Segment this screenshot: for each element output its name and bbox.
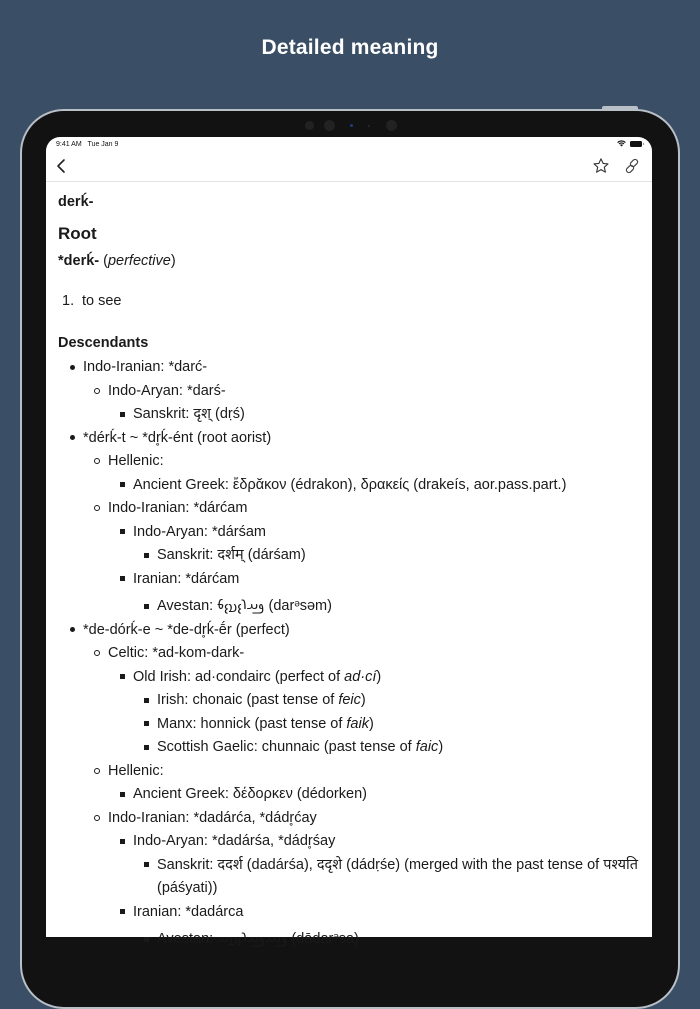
camera-array xyxy=(22,119,678,131)
descendant-item xyxy=(58,450,640,474)
bullet-disc-icon xyxy=(67,356,77,380)
descendant-text: Indo-Iranian: *darć- xyxy=(83,359,208,375)
status-time: 9:41 AM Tue Jan 9 xyxy=(56,141,119,148)
bullet-circle-icon xyxy=(92,807,102,831)
descendant-item xyxy=(58,901,640,925)
sense-definition: to see xyxy=(82,293,122,309)
sense-item: 1. to see xyxy=(62,293,122,309)
descendant-item xyxy=(58,830,640,854)
page-headline: Detailed meaning xyxy=(261,36,439,59)
descendant-text: Indo-Iranian: *dadárća, *dádr̥ćay xyxy=(108,809,317,826)
descendant-italic-term: ad·cí xyxy=(344,668,377,685)
descendant-item xyxy=(58,380,640,404)
descendant-text: Sanskrit: दृश् (dṛś) xyxy=(133,406,245,422)
bullet-circle-icon xyxy=(92,450,102,474)
descendant-text: Old Irish: ad·condairc (perfect of xyxy=(133,668,345,685)
descendant-text: Indo-Aryan: *dárśam xyxy=(133,523,266,540)
descendant-text: Avestan: 𐬛𐬁𐬛𐬀𐬭𐬆𐬯𐬀 (dādarᵊsa) xyxy=(157,931,359,947)
bullet-circle-icon xyxy=(92,497,102,521)
bullet-square-icon xyxy=(117,901,127,925)
app-screen xyxy=(46,137,652,947)
descendant-italic-term: faic xyxy=(415,739,439,755)
bullet-square-icon xyxy=(117,830,127,854)
descendant-text: Hellenic: xyxy=(108,762,164,779)
descendant-text: Sanskrit: ददर्श (dadárśa), ददृशे (dádṛśe) (merged with the past tense of पश्यति (páśyati)) xyxy=(157,856,639,896)
descendant-item xyxy=(58,521,640,545)
bullet-circle-icon xyxy=(92,380,102,404)
descendant-italic-term: feic xyxy=(338,692,361,708)
descendant-item xyxy=(58,403,640,427)
headword: *derḱ- xyxy=(58,253,100,269)
bullet-square-icon xyxy=(117,521,127,545)
descendant-item xyxy=(58,619,640,643)
descendant-item xyxy=(58,642,640,666)
descendant-item xyxy=(58,924,640,952)
descendant-text: Irish: chonaic (past tense of xyxy=(157,692,339,708)
descendant-item xyxy=(58,689,640,713)
descendant-text: *de-dórḱ-e ~ *de-dr̥ḱ-ḗr (perfect) xyxy=(83,621,290,638)
bullet-square-icon xyxy=(117,474,127,498)
descendant-italic-term: faik xyxy=(346,715,369,732)
descendant-item xyxy=(58,736,640,760)
descendant-text: Iranian: *dárćam xyxy=(133,570,240,587)
descendant-item xyxy=(58,854,640,901)
bullet-square-icon xyxy=(117,403,127,427)
bullet-square-icon xyxy=(117,783,127,807)
status-bar xyxy=(46,137,652,152)
descendant-item xyxy=(58,591,640,619)
descendant-item xyxy=(58,544,640,568)
descendant-text: Iranian: *dadárca xyxy=(133,903,244,920)
bullet-square-icon xyxy=(141,595,151,619)
descendants-tree xyxy=(58,356,640,952)
descendant-text-tail: ) xyxy=(360,692,366,708)
top-button xyxy=(602,106,638,110)
descendant-text: Indo-Aryan: *dadárśa, *dádr̥śay xyxy=(133,833,336,849)
bullet-square-icon xyxy=(141,928,151,952)
descendant-item xyxy=(58,568,640,592)
descendant-text: Indo-Iranian: *dárćam xyxy=(108,500,248,516)
bullet-disc-icon xyxy=(67,427,77,451)
entry-content xyxy=(46,182,652,952)
descendant-item xyxy=(58,713,640,737)
descendant-item xyxy=(58,356,640,380)
entry-lemma: derḱ- xyxy=(58,194,94,210)
descendant-text-tail: ) xyxy=(438,739,444,755)
star-icon[interactable] xyxy=(592,157,610,175)
descendants-heading: Descendants xyxy=(58,335,149,351)
descendant-text: Ancient Greek: δέδορκεν (dédorken) xyxy=(133,786,367,802)
descendant-text-tail: ) xyxy=(376,668,382,685)
descendant-item xyxy=(58,427,640,451)
descendant-text-tail: ) xyxy=(368,715,374,732)
descendant-text: Avestan: 𐬛𐬀𐬭𐬆𐬯𐬆𐬨 (darᵊsəm) xyxy=(157,598,332,614)
aspect-label: perfective xyxy=(107,253,171,269)
part-of-speech-heading: Root xyxy=(58,224,97,243)
descendant-text: Hellenic: xyxy=(108,453,164,469)
descendant-text: Indo-Aryan: *darś- xyxy=(108,382,226,399)
bullet-square-icon xyxy=(141,713,151,737)
navigation-bar xyxy=(46,152,652,182)
descendant-text: *dérḱ-t ~ *dr̥ḱ-ént (root aorist) xyxy=(83,429,272,446)
bullet-square-icon xyxy=(141,736,151,760)
bullet-square-icon xyxy=(141,544,151,568)
descendant-item xyxy=(58,474,640,498)
descendant-text: Sanskrit: दर्शम् (dárśam) xyxy=(157,547,306,563)
bullet-square-icon xyxy=(141,689,151,713)
descendant-text: Manx: honnick (past tense of xyxy=(157,715,347,732)
bullet-circle-icon xyxy=(92,642,102,666)
descendant-item xyxy=(58,760,640,784)
chevron-left-icon[interactable] xyxy=(54,157,70,175)
link-icon[interactable] xyxy=(623,157,641,175)
bullet-circle-icon xyxy=(92,760,102,784)
bullet-square-icon xyxy=(117,568,127,592)
bullet-disc-icon xyxy=(67,619,77,643)
battery-icon xyxy=(630,141,642,147)
headword-line: *derḱ- (perfective) xyxy=(58,253,176,269)
descendant-item xyxy=(58,783,640,807)
descendant-item xyxy=(58,666,640,690)
descendant-text: Ancient Greek: ἔδρᾰκον (édrakon), δρακείς (drakeís, aor.pass.part.) xyxy=(133,476,567,493)
descendant-item xyxy=(58,497,640,521)
descendant-item xyxy=(58,807,640,831)
descendant-text: Scottish Gaelic: chunnaic (past tense of xyxy=(157,739,416,755)
bullet-square-icon xyxy=(117,666,127,690)
bullet-square-icon xyxy=(141,854,151,878)
descendant-text: Celtic: *ad-kom-dark- xyxy=(108,645,245,661)
wifi-icon xyxy=(617,140,626,147)
